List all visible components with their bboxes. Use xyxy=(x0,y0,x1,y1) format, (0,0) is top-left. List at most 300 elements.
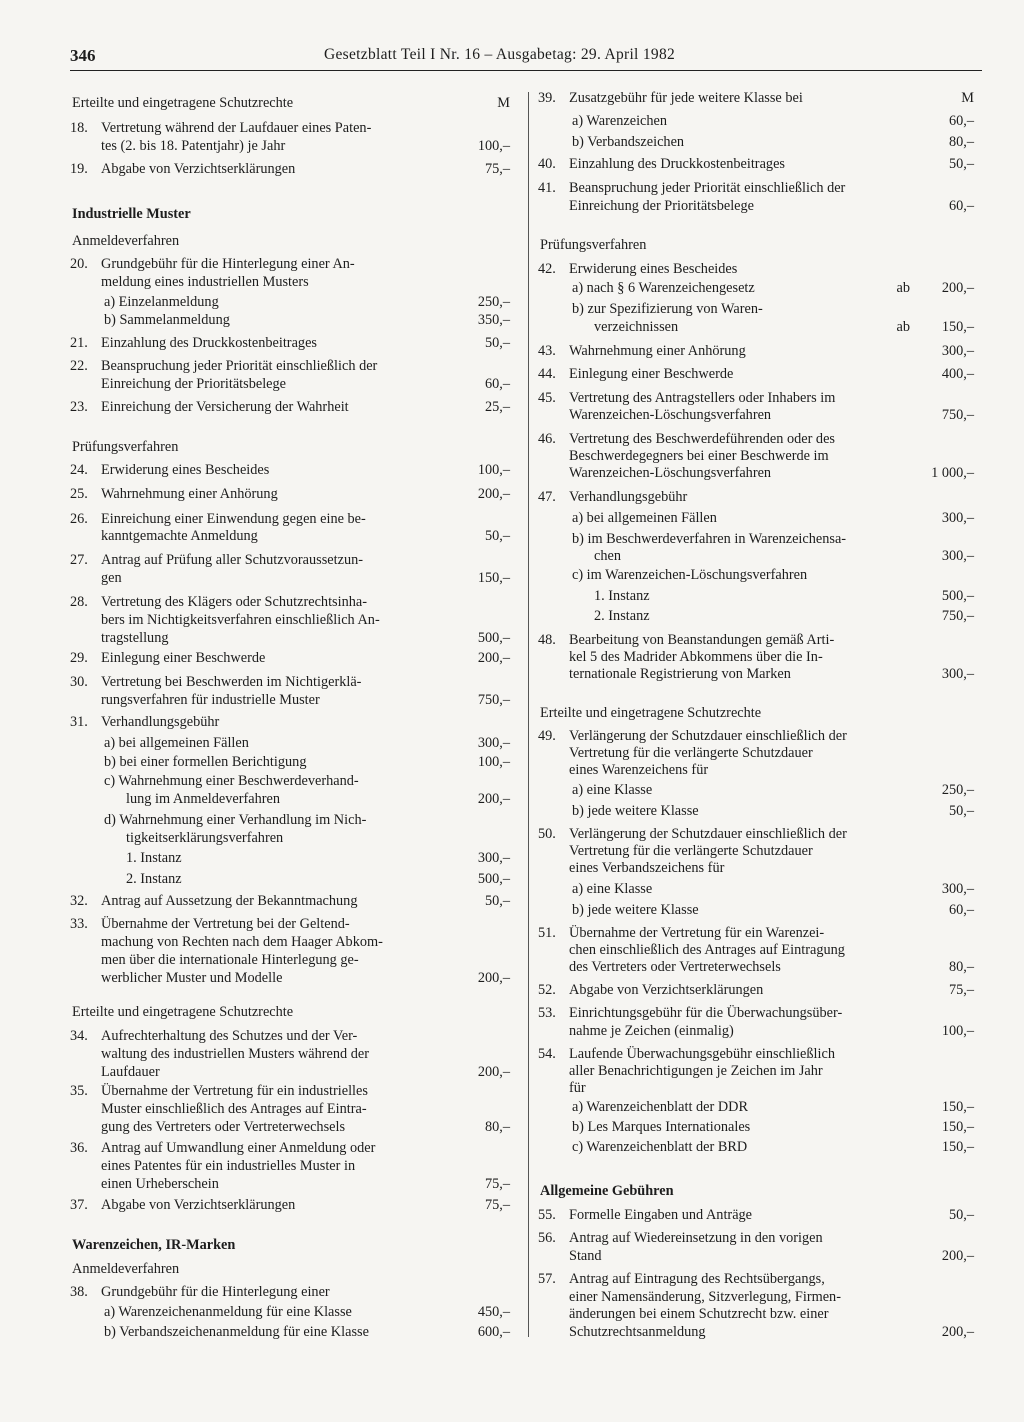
fee-item-line xyxy=(538,1062,974,1080)
item-text: eines Verbandszeichens für xyxy=(569,860,725,876)
item-number: 41. xyxy=(538,180,556,196)
item-number: 31. xyxy=(70,714,88,730)
fee-item-line xyxy=(538,1206,974,1224)
item-text: Vertretung des Klägers oder Schutzrechtsinha- xyxy=(101,594,367,610)
fee-item-line xyxy=(538,430,974,448)
fee-amount: 750,– xyxy=(941,407,974,423)
fee-amount: 200,– xyxy=(477,650,510,666)
section-heading xyxy=(70,1236,510,1254)
fee-subitem xyxy=(538,279,974,297)
item-text: Abgabe von Verzichtserklärungen xyxy=(569,982,764,998)
subitem-label: b) im Beschwerdeverfahren in Warenzeichensa- xyxy=(572,531,847,547)
item-text: Verlängerung der Schutzdauer einschließlich der xyxy=(569,728,847,744)
fee-subitem xyxy=(538,112,974,130)
fee-amount: 150,– xyxy=(941,1139,974,1155)
item-text: Grundgebühr für die Hinterlegung einer xyxy=(101,1284,330,1300)
item-text: Vertretung für die verlängerte Schutzdauer xyxy=(569,843,813,859)
item-number: 27. xyxy=(70,552,88,568)
item-text: Einlegung einer Beschwerde xyxy=(101,650,266,666)
fee-amount: 300,– xyxy=(941,510,974,526)
fee-amount: 60,– xyxy=(948,902,974,918)
fee-item-line xyxy=(70,611,510,629)
item-text: Einzahlung des Druckkostenbeitrages xyxy=(101,335,317,351)
item-number: 33. xyxy=(70,916,88,932)
item-number: 48. xyxy=(538,632,556,648)
fee-item-line xyxy=(538,365,974,383)
fee-amount: 200,– xyxy=(941,1324,974,1340)
fee-item-line xyxy=(70,915,510,933)
fee-subitem xyxy=(70,293,510,311)
section-subheading xyxy=(70,232,510,250)
subitem-label: a) eine Klasse xyxy=(572,782,653,798)
fee-item-line xyxy=(70,1063,510,1081)
fee-amount: 300,– xyxy=(941,343,974,359)
fee-amount: 300,– xyxy=(941,881,974,897)
subitem-label: a) bei allgemeinen Fällen xyxy=(572,510,717,526)
fee-amount: 200,– xyxy=(477,791,510,807)
fee-item-line xyxy=(70,551,510,569)
fee-item-line xyxy=(70,713,510,731)
subitem-label-cont: chen xyxy=(594,548,621,564)
fee-item-line xyxy=(70,375,510,393)
item-text: bers im Nichtigkeitsverfahren einschließlich An- xyxy=(101,612,380,628)
fee-amount: 100,– xyxy=(477,754,510,770)
fee-amount: 200,– xyxy=(477,1064,510,1080)
subheading-text: Erteilte und eingetragene Schutzrechte xyxy=(72,1004,294,1020)
item-text: Einreichung der Prioritätsbelege xyxy=(569,198,755,214)
fee-item-line xyxy=(70,969,510,987)
item-number: 26. xyxy=(70,511,88,527)
item-number: 19. xyxy=(70,161,88,177)
fee-amount: 500,– xyxy=(477,630,510,646)
section-heading xyxy=(538,1182,974,1200)
fee-amount: 500,– xyxy=(941,588,974,604)
fee-amount: 750,– xyxy=(941,608,974,624)
item-text: men über die internationale Hinterlegung ge- xyxy=(101,952,359,968)
item-text: kanntgemachte Anmeldung xyxy=(101,528,258,544)
fee-item-line xyxy=(70,933,510,951)
section-subheading xyxy=(538,704,974,722)
fee-item-line xyxy=(70,569,510,587)
fee-item-line xyxy=(70,273,510,291)
fee-item-line xyxy=(538,825,974,843)
fee-item-line xyxy=(70,691,510,709)
item-text: Verhandlungsgebühr xyxy=(569,489,688,505)
fee-item-line xyxy=(70,1139,510,1157)
fee-subitem-cont xyxy=(538,547,974,565)
fee-item-line xyxy=(538,665,974,683)
fee-subitem xyxy=(538,607,974,625)
item-number: 45. xyxy=(538,390,556,406)
item-number: 42. xyxy=(538,261,556,277)
fee-item-line xyxy=(538,744,974,762)
section-subheading xyxy=(70,1260,510,1278)
item-text: Abgabe von Verzichtserklärungen xyxy=(101,161,296,177)
subitem-label: 2. Instanz xyxy=(126,871,182,887)
section-subheading xyxy=(70,94,510,112)
item-text: chen einschließlich des Antrages auf Eintragung xyxy=(569,942,845,958)
fee-item-line xyxy=(538,260,974,278)
fee-subitem xyxy=(538,566,974,584)
item-text: Übernahme der Vertretung für ein Warenzei- xyxy=(569,925,825,941)
item-text: Erwiderung eines Bescheides xyxy=(101,462,270,478)
item-text: Einreichung der Versicherung der Wahrheit xyxy=(101,399,349,415)
fee-item-line xyxy=(538,155,974,173)
item-text: gen xyxy=(101,570,122,586)
heading-text: Warenzeichen, IR-Marken xyxy=(72,1237,236,1253)
item-number: 49. xyxy=(538,728,556,744)
fee-amount: 50,– xyxy=(484,335,510,351)
item-text: Muster einschließlich des Antrages auf Eintra- xyxy=(101,1101,367,1117)
item-number: 37. xyxy=(70,1197,88,1213)
item-number: 56. xyxy=(538,1230,556,1246)
fee-item-line xyxy=(70,334,510,352)
fee-amount: 60,– xyxy=(948,198,974,214)
fee-amount: 200,– xyxy=(941,1248,974,1264)
subitem-label: b) Les Marques Internationales xyxy=(572,1119,751,1135)
fee-item-line xyxy=(538,1270,974,1288)
fee-item-line xyxy=(538,859,974,877)
fee-item-line xyxy=(538,1022,974,1040)
fee-item-line xyxy=(70,1157,510,1175)
fee-item-line xyxy=(538,406,974,424)
fee-item-line xyxy=(538,1305,974,1323)
item-number: 20. xyxy=(70,256,88,272)
fee-subitem xyxy=(70,734,510,752)
fee-item-line xyxy=(538,464,974,482)
item-text: Verhandlungsgebühr xyxy=(101,714,220,730)
subheading-text: Anmeldeverfahren xyxy=(72,233,180,249)
fee-amount: 150,– xyxy=(941,1119,974,1135)
fee-amount: 100,– xyxy=(477,138,510,154)
fee-item-line xyxy=(70,510,510,528)
fee-item-line xyxy=(538,648,974,666)
fee-amount: 100,– xyxy=(477,462,510,478)
subheading-text: Prüfungsverfahren xyxy=(72,439,179,455)
heading-text: Industrielle Muster xyxy=(72,206,191,222)
fee-amount: 250,– xyxy=(477,294,510,310)
item-number: 47. xyxy=(538,489,556,505)
fee-amount: 300,– xyxy=(477,735,510,751)
fee-amount: 75,– xyxy=(484,161,510,177)
item-text: aller Benachrichtigungen je Zeichen im Jahr xyxy=(569,1063,823,1079)
fee-subitem xyxy=(70,870,510,888)
fee-amount: 80,– xyxy=(484,1119,510,1135)
item-text: Verlängerung der Schutzdauer einschließlich der xyxy=(569,826,847,842)
fee-item-line xyxy=(70,1175,510,1193)
item-number: 39. xyxy=(538,90,556,106)
fee-amount: 600,– xyxy=(477,1324,510,1340)
subitem-label: a) Warenzeichen xyxy=(572,113,668,129)
fee-item-line xyxy=(70,1045,510,1063)
fee-item-line xyxy=(538,179,974,197)
item-text: werblicher Muster und Modelle xyxy=(101,970,283,986)
subitem-label: a) Warenzeichenanmeldung für eine Klasse xyxy=(104,1304,352,1320)
fee-item-line xyxy=(538,1247,974,1265)
fee-item-line xyxy=(70,1283,510,1301)
fee-amount: 50,– xyxy=(948,803,974,819)
subitem-label: a) nach § 6 Warenzeichengesetz xyxy=(572,280,755,296)
fee-amount: 200,– xyxy=(477,486,510,502)
fee-item-line xyxy=(538,89,974,107)
subitem-label: b) Verbandszeichen xyxy=(572,134,685,150)
fee-item-line xyxy=(538,488,974,506)
item-text: Antrag auf Eintragung des Rechtsübergangs, xyxy=(569,1271,825,1287)
fee-item-line xyxy=(70,1118,510,1136)
subitem-label: 2. Instanz xyxy=(594,608,650,624)
subitem-label-cont: verzeichnissen xyxy=(594,319,679,335)
item-number: 30. xyxy=(70,674,88,690)
subitem-label: a) Einzelanmeldung xyxy=(104,294,219,310)
item-number: 43. xyxy=(538,343,556,359)
item-text: Beanspruchung jeder Priorität einschließlich der xyxy=(101,358,378,374)
fee-subitem xyxy=(538,1138,974,1156)
fee-subitem xyxy=(538,300,974,318)
fee-amount: 150,– xyxy=(941,319,974,335)
item-text: Grundgebühr für die Hinterlegung einer An- xyxy=(101,256,355,272)
subitem-label-cont: lung im Anmeldeverfahren xyxy=(126,791,281,807)
subitem-label: b) Sammelanmeldung xyxy=(104,312,230,328)
item-text: kel 5 des Madrider Abkommens über die In- xyxy=(569,649,823,665)
fee-amount: M xyxy=(961,90,974,106)
fee-item-line xyxy=(538,447,974,465)
fee-amount: 50,– xyxy=(484,528,510,544)
fee-subitem xyxy=(70,1323,510,1341)
subitem-label: a) eine Klasse xyxy=(572,881,653,897)
fee-amount: 300,– xyxy=(941,666,974,682)
fee-item-line xyxy=(70,119,510,137)
fee-item-line xyxy=(538,761,974,779)
item-text: Einreichung einer Einwendung gegen eine be- xyxy=(101,511,366,527)
fee-item-line xyxy=(538,1045,974,1063)
item-text: eines Warenzeichens für xyxy=(569,762,709,778)
item-text: Einlegung einer Beschwerde xyxy=(569,366,734,382)
fee-subitem xyxy=(70,753,510,771)
fee-item-line xyxy=(70,527,510,545)
fee-subitem xyxy=(538,802,974,820)
item-text: Beanspruchung jeder Priorität einschließlich der xyxy=(569,180,846,196)
fee-subitem xyxy=(70,849,510,867)
fee-amount: 300,– xyxy=(477,850,510,866)
item-text: Bearbeitung von Beanstandungen gemäß Arti- xyxy=(569,632,835,648)
fee-item-line xyxy=(70,1027,510,1045)
subitem-label: 1. Instanz xyxy=(594,588,650,604)
item-number: 57. xyxy=(538,1271,556,1287)
fee-item-line xyxy=(70,485,510,503)
fee-item-line xyxy=(70,398,510,416)
item-text: des Vertreters oder Vertreterwechsels xyxy=(569,959,781,975)
item-number: 25. xyxy=(70,486,88,502)
fee-subitem xyxy=(70,1303,510,1321)
heading-text: Allgemeine Gebühren xyxy=(540,1183,674,1199)
fee-amount: 75,– xyxy=(948,982,974,998)
item-text: Beschwerdegegners bei einer Beschwerde im xyxy=(569,448,829,464)
item-number: 29. xyxy=(70,650,88,666)
fee-amount: 60,– xyxy=(484,376,510,392)
fee-item-line xyxy=(538,842,974,860)
item-number: 21. xyxy=(70,335,88,351)
fee-subitem xyxy=(538,1118,974,1136)
fee-item-line xyxy=(70,649,510,667)
fee-item-line xyxy=(70,892,510,910)
item-number: 34. xyxy=(70,1028,88,1044)
subitem-label: c) Wahrnehmung einer Beschwerdeverhand- xyxy=(104,773,359,789)
subitem-label: b) jede weitere Klasse xyxy=(572,902,699,918)
fee-item-line xyxy=(70,255,510,273)
fee-amount: 250,– xyxy=(941,782,974,798)
fee-subitem xyxy=(538,781,974,799)
fee-amount: 75,– xyxy=(484,1197,510,1213)
item-text: Vertretung während der Laufdauer eines Paten- xyxy=(101,120,372,136)
item-number: 52. xyxy=(538,982,556,998)
fee-subitem xyxy=(538,587,974,605)
item-number: 38. xyxy=(70,1284,88,1300)
item-text: änderungen bei einem Schutzrecht bzw. einer xyxy=(569,1306,829,1322)
item-text: nahme je Zeichen (einmalig) xyxy=(569,1023,734,1039)
item-text: Formelle Eingaben und Anträge xyxy=(569,1207,753,1223)
item-text: Vertretung für die verlängerte Schutzdauer xyxy=(569,745,813,761)
subheading-text: Erteilte und eingetragene Schutzrechte xyxy=(72,95,294,111)
fee-item-line xyxy=(538,342,974,360)
fee-amount: 150,– xyxy=(477,570,510,586)
fee-subitem xyxy=(538,1098,974,1116)
item-text: für xyxy=(569,1080,586,1096)
item-text: gung des Vertreters oder Vertreterwechsels xyxy=(101,1119,346,1135)
subheading-text: Erteilte und eingetragene Schutzrechte xyxy=(540,705,762,721)
fee-item-line xyxy=(538,1079,974,1097)
item-text: meldung eines industriellen Musters xyxy=(101,274,309,290)
fee-item-line xyxy=(70,1082,510,1100)
fee-amount: 150,– xyxy=(941,1099,974,1115)
subitem-label: 1. Instanz xyxy=(126,850,182,866)
item-text: Antrag auf Umwandlung einer Anmeldung oder xyxy=(101,1140,376,1156)
fee-amount: 80,– xyxy=(948,134,974,150)
from-prefix: ab xyxy=(896,280,910,296)
fee-item-line xyxy=(538,981,974,999)
item-text: ternationale Registrierung von Marken xyxy=(569,666,791,682)
item-number: 23. xyxy=(70,399,88,415)
page-number: 346 xyxy=(70,46,96,65)
column-divider xyxy=(528,92,529,1337)
page-header xyxy=(70,46,982,71)
item-text: waltung des industriellen Musters während der xyxy=(101,1046,370,1062)
item-text: Zusatzgebühr für jede weitere Klasse bei xyxy=(569,90,803,106)
subitem-label: b) bei einer formellen Berichtigung xyxy=(104,754,307,770)
gazette-title: Gesetzblatt Teil I Nr. 16 – Ausgabetag: 29. April 1982 xyxy=(324,46,676,63)
from-prefix: ab xyxy=(896,319,910,335)
fee-item-line xyxy=(70,160,510,178)
fee-subitem xyxy=(538,133,974,151)
item-text: Aufrechterhaltung des Schutzes und der Ver- xyxy=(101,1028,358,1044)
item-text: Schutzrechtsanmeldung xyxy=(569,1324,706,1340)
fee-subitem xyxy=(70,811,510,829)
item-text: tragstellung xyxy=(101,630,169,646)
fee-amount: 450,– xyxy=(477,1304,510,1320)
fee-item-line xyxy=(70,137,510,155)
item-text: Vertretung des Beschwerdeführenden oder des xyxy=(569,431,835,447)
fee-subitem-cont xyxy=(70,829,510,847)
fee-item-line xyxy=(70,1196,510,1214)
fee-amount: 300,– xyxy=(941,548,974,564)
fee-item-line xyxy=(538,941,974,959)
item-text: Wahrnehmung einer Anhörung xyxy=(569,343,746,359)
fee-subitem-cont xyxy=(70,790,510,808)
fee-amount: 80,– xyxy=(948,959,974,975)
subitem-label-cont: tigkeitserklärungsverfahren xyxy=(126,830,284,846)
item-number: 53. xyxy=(538,1005,556,1021)
item-text: Laufdauer xyxy=(101,1064,160,1080)
item-number: 24. xyxy=(70,462,88,478)
item-text: eines Patentes für ein industrielles Muster in xyxy=(101,1158,356,1174)
subitem-label: b) Verbandszeichenanmeldung für eine Klasse xyxy=(104,1324,369,1340)
fee-item-line xyxy=(538,389,974,407)
item-text: Einreichung der Prioritätsbelege xyxy=(101,376,287,392)
item-number: 55. xyxy=(538,1207,556,1223)
subitem-label: c) im Warenzeichen-Löschungsverfahren xyxy=(572,567,808,583)
fee-item-line xyxy=(538,1323,974,1341)
fee-amount: 400,– xyxy=(941,366,974,382)
fee-item-line xyxy=(70,673,510,691)
fee-amount: 50,– xyxy=(948,1207,974,1223)
fee-subitem xyxy=(538,509,974,527)
fee-amount: 750,– xyxy=(477,692,510,708)
fee-subitem xyxy=(70,311,510,329)
fee-item-line xyxy=(70,357,510,375)
fee-item-line xyxy=(538,631,974,649)
fee-item-line xyxy=(538,197,974,215)
fee-subitem-cont xyxy=(538,318,974,336)
item-text: Übernahme der Vertretung bei der Geltend- xyxy=(101,916,350,932)
item-text: Einrichtungsgebühr für die Überwachungsüber- xyxy=(569,1005,843,1021)
fee-item-line xyxy=(538,727,974,745)
item-number: 54. xyxy=(538,1046,556,1062)
item-number: 36. xyxy=(70,1140,88,1156)
item-number: 18. xyxy=(70,120,88,136)
item-text: Einzahlung des Druckkostenbeitrages xyxy=(569,156,785,172)
fee-amount: 200,– xyxy=(941,280,974,296)
fee-item-line xyxy=(538,958,974,976)
item-number: 46. xyxy=(538,431,556,447)
fee-amount: 1 000,– xyxy=(931,465,974,481)
item-number: 28. xyxy=(70,594,88,610)
item-text: Stand xyxy=(569,1248,602,1264)
item-text: Antrag auf Prüfung aller Schutzvoraussetzun- xyxy=(101,552,364,568)
item-number: 32. xyxy=(70,893,88,909)
fee-amount: 50,– xyxy=(948,156,974,172)
fee-amount: 500,– xyxy=(477,871,510,887)
fee-item-line xyxy=(538,1004,974,1022)
subitem-label: d) Wahrnehmung einer Verhandlung im Nich- xyxy=(104,812,367,828)
item-text: rungsverfahren für industrielle Muster xyxy=(101,692,320,708)
fee-amount: 50,– xyxy=(484,893,510,909)
fee-amount: 200,– xyxy=(477,970,510,986)
section-subheading xyxy=(70,1003,510,1021)
item-text: Erwiderung eines Bescheides xyxy=(569,261,738,277)
item-number: 50. xyxy=(538,826,556,842)
fee-subitem xyxy=(70,772,510,790)
subitem-label: c) Warenzeichenblatt der BRD xyxy=(572,1139,748,1155)
fee-item-line xyxy=(70,461,510,479)
fee-amount: 350,– xyxy=(477,312,510,328)
subitem-label: a) bei allgemeinen Fällen xyxy=(104,735,249,751)
item-text: Antrag auf Wiedereinsetzung in den vorigen xyxy=(569,1230,823,1246)
item-text: Warenzeichen-Löschungsverfahren xyxy=(569,465,772,481)
fee-item-line xyxy=(70,593,510,611)
subitem-label: a) Warenzeichenblatt der DDR xyxy=(572,1099,749,1115)
fee-amount: 75,– xyxy=(484,1176,510,1192)
item-number: 44. xyxy=(538,366,556,382)
section-subheading xyxy=(70,438,510,456)
